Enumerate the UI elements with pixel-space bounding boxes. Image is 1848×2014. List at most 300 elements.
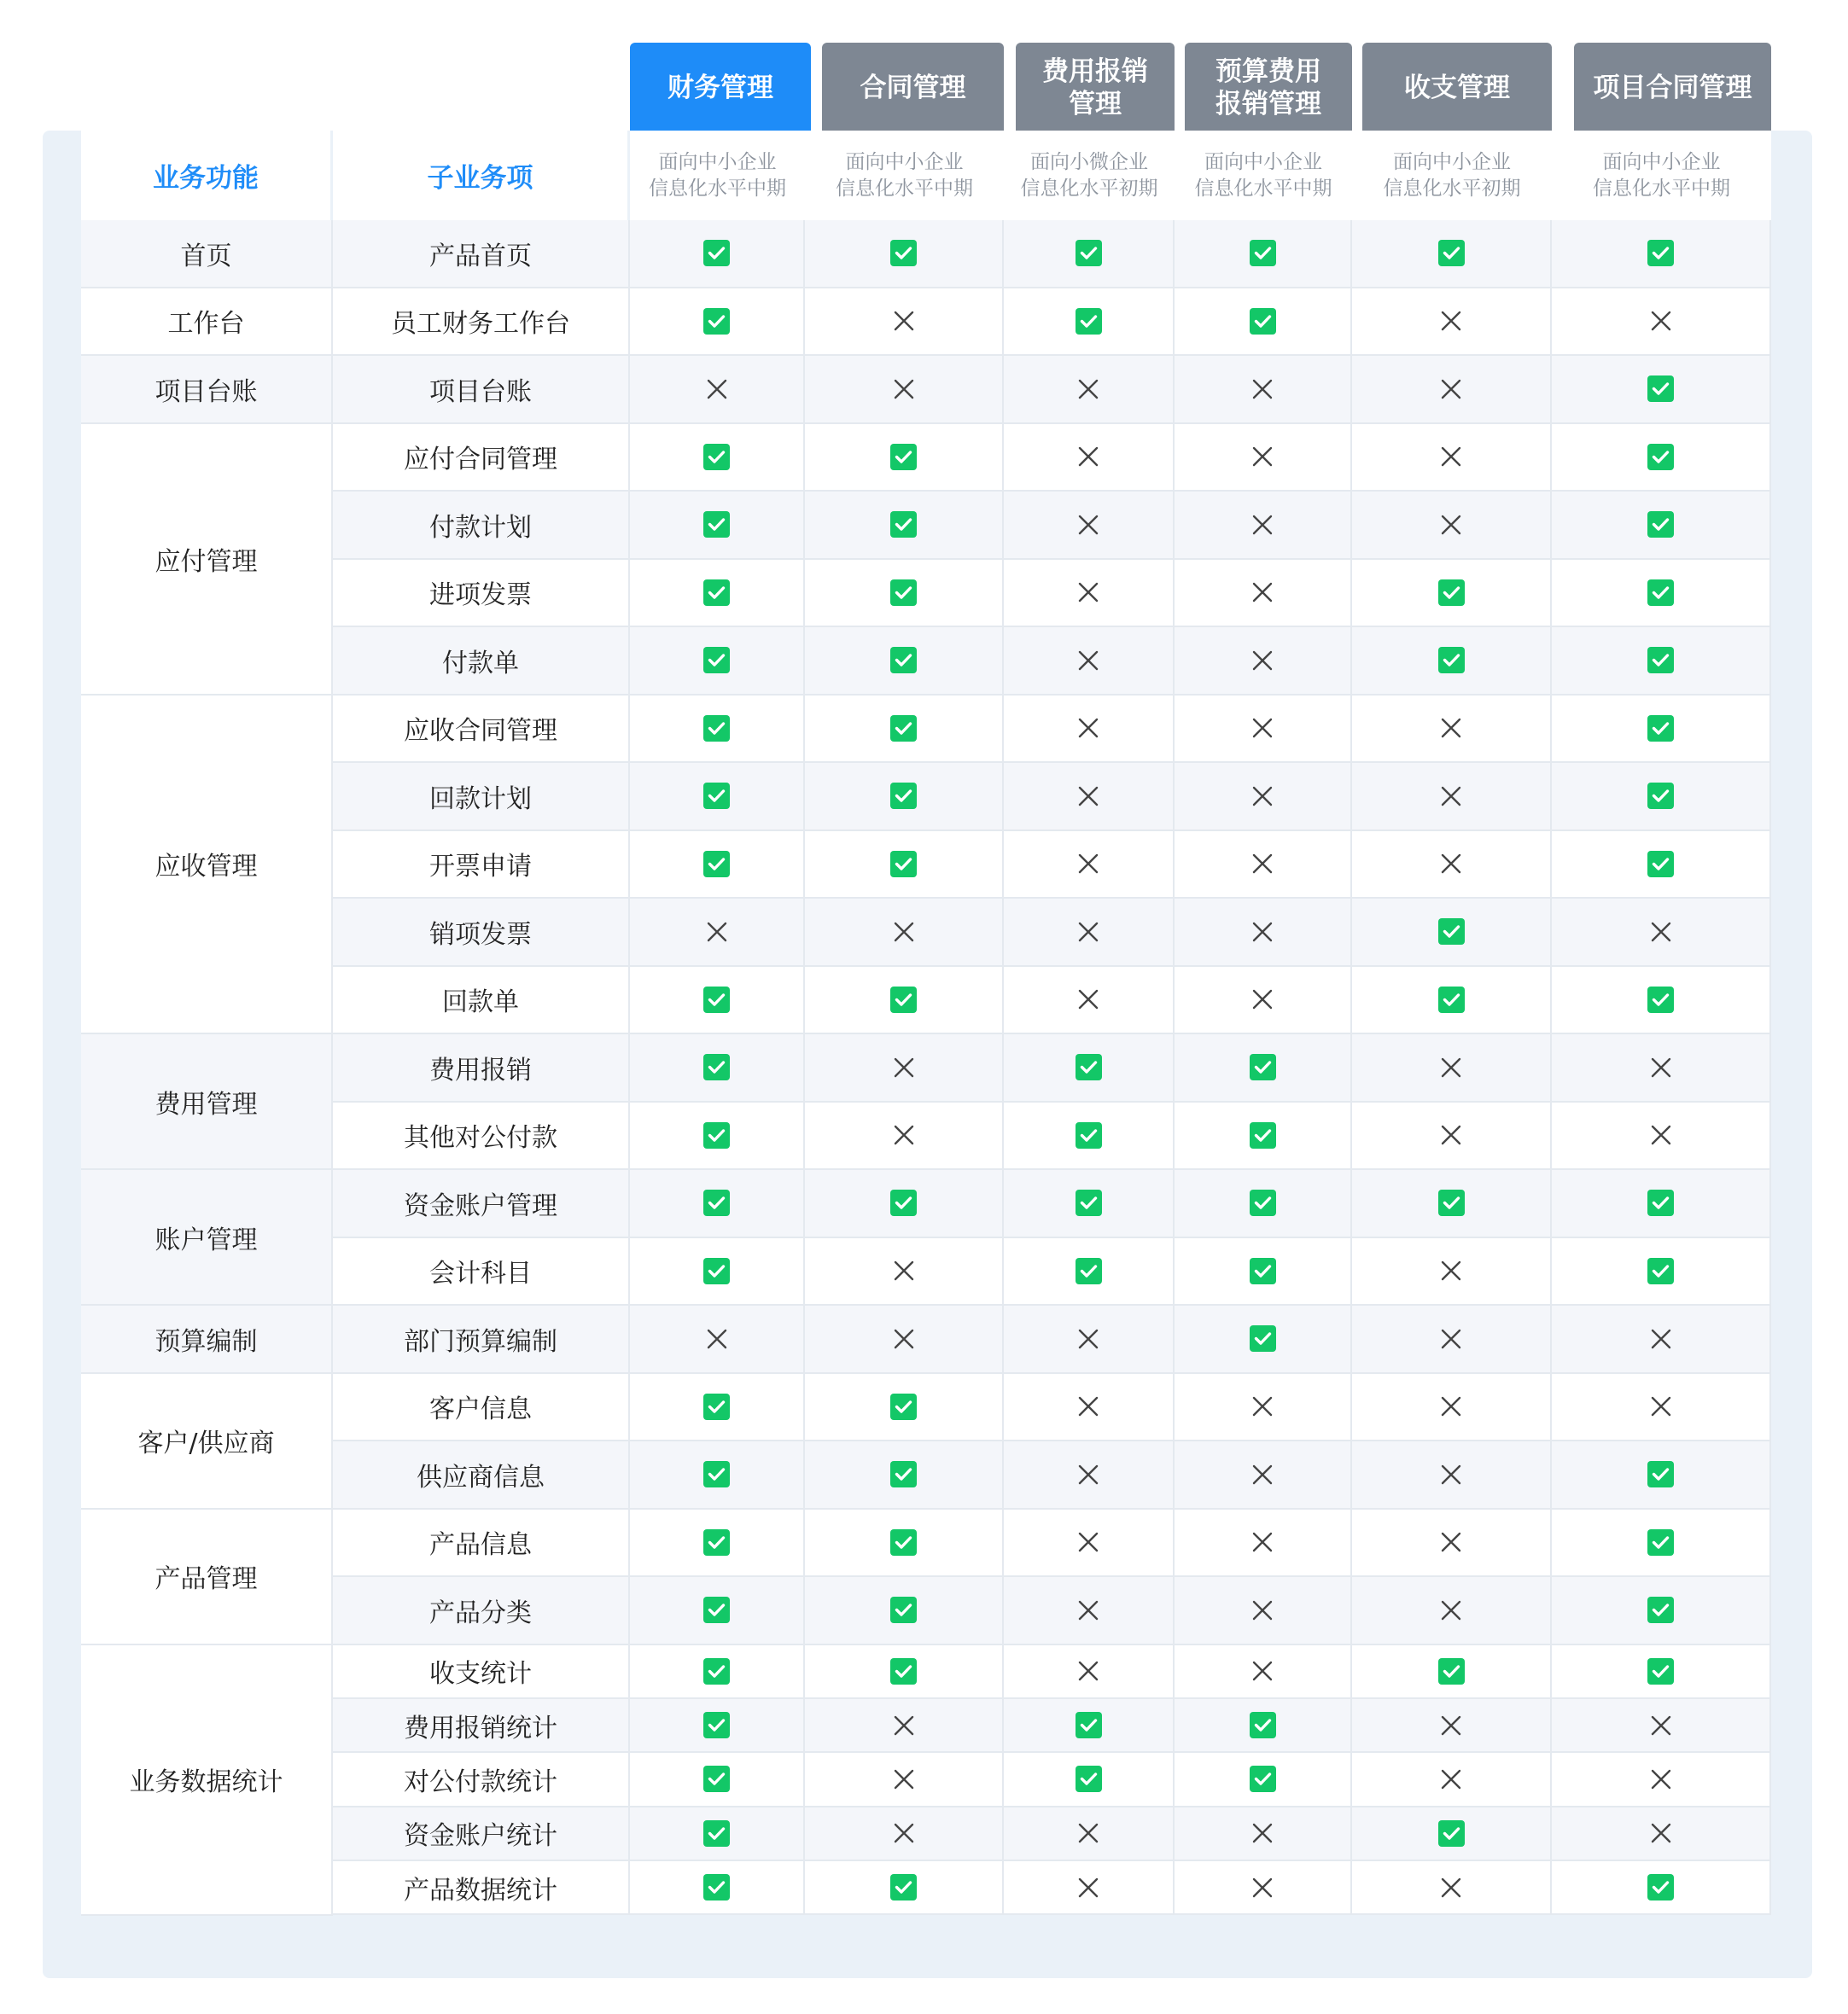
- check-square-icon: [1647, 1597, 1674, 1623]
- cross-icon: [1650, 1124, 1672, 1146]
- sub-item-cell: 供应商信息: [333, 1441, 630, 1510]
- support-cell: [630, 831, 805, 899]
- sub-item-cell: 产品分类: [333, 1577, 630, 1645]
- check-square-icon: [890, 444, 917, 470]
- support-cell: [630, 763, 805, 831]
- cross-icon: [706, 1328, 728, 1350]
- support-cell: [1175, 1306, 1352, 1374]
- check-square-icon: [703, 511, 730, 538]
- cross-icon: [1650, 1714, 1672, 1737]
- check-square-icon: [890, 783, 917, 809]
- support-cell: [1552, 1441, 1771, 1510]
- check-square-icon: [890, 1461, 917, 1487]
- business-function-cell: 费用管理: [81, 1034, 333, 1170]
- check-square-icon: [890, 579, 917, 606]
- support-cell: [1552, 1861, 1771, 1915]
- support-cell: [805, 492, 1004, 560]
- cross-icon: [1440, 785, 1462, 807]
- check-square-icon: [1647, 715, 1674, 742]
- support-cell: [630, 899, 805, 967]
- support-cell: [630, 696, 805, 764]
- support-cell: [1175, 1577, 1352, 1645]
- check-square-icon: [1438, 918, 1465, 945]
- support-cell: [1352, 627, 1552, 696]
- support-cell: [1175, 696, 1352, 764]
- cross-icon: [1650, 921, 1672, 943]
- support-cell: [1352, 1861, 1552, 1915]
- check-square-icon: [1438, 1190, 1465, 1216]
- check-square-icon: [1647, 240, 1674, 266]
- check-square-icon: [1438, 647, 1465, 673]
- support-cell: [805, 899, 1004, 967]
- header-audience-5: 面向中小企业 信息化水平初期: [1352, 131, 1552, 220]
- support-cell: [1004, 1699, 1175, 1753]
- cross-icon: [1251, 1822, 1274, 1844]
- business-function-cell: 工作台: [81, 288, 333, 357]
- cross-icon: [1251, 853, 1274, 875]
- cross-icon: [1650, 1395, 1672, 1417]
- support-cell: [1352, 1170, 1552, 1238]
- check-square-icon: [890, 1658, 917, 1685]
- sub-item-cell: 产品首页: [333, 220, 630, 288]
- support-cell: [1175, 1441, 1352, 1510]
- support-cell: [805, 1645, 1004, 1699]
- support-cell: [1352, 1807, 1552, 1861]
- check-square-icon: [1647, 1658, 1674, 1685]
- sub-item-cell: 会计科目: [333, 1238, 630, 1307]
- support-cell: [1175, 492, 1352, 560]
- cross-icon: [1077, 1395, 1099, 1417]
- support-cell: [1004, 696, 1175, 764]
- check-square-icon: [890, 715, 917, 742]
- sub-item-cell: 产品信息: [333, 1510, 630, 1578]
- cross-icon: [1440, 1124, 1462, 1146]
- support-cell: [1552, 1306, 1771, 1374]
- check-square-icon: [1076, 1258, 1102, 1284]
- support-cell: [1175, 288, 1352, 357]
- check-square-icon: [703, 1874, 730, 1900]
- check-square-icon: [1647, 783, 1674, 809]
- support-cell: [1004, 899, 1175, 967]
- support-cell: [1352, 560, 1552, 628]
- support-cell: [1352, 1699, 1552, 1753]
- support-cell: [1004, 1753, 1175, 1807]
- sub-item-cell: 付款计划: [333, 492, 630, 560]
- support-cell: [630, 356, 805, 424]
- check-square-icon: [1076, 1190, 1102, 1216]
- cross-icon: [1440, 445, 1462, 468]
- sub-item-cell: 费用报销统计: [333, 1699, 630, 1753]
- cross-icon: [1251, 921, 1274, 943]
- check-square-icon: [890, 987, 917, 1013]
- check-square-icon: [703, 579, 730, 606]
- support-cell: [805, 763, 1004, 831]
- business-function-cell: 业务数据统计: [81, 1645, 333, 1916]
- support-cell: [1552, 220, 1771, 288]
- check-square-icon: [703, 1394, 730, 1420]
- support-cell: [1352, 1374, 1552, 1442]
- check-square-icon: [1076, 1712, 1102, 1738]
- cross-icon: [1440, 1599, 1462, 1621]
- check-square-icon: [1647, 1529, 1674, 1556]
- check-square-icon: [1647, 1258, 1674, 1284]
- cross-icon: [1077, 378, 1099, 400]
- cross-icon: [893, 378, 915, 400]
- check-square-icon: [1647, 647, 1674, 673]
- cross-icon: [1077, 1599, 1099, 1621]
- check-square-icon: [703, 1529, 730, 1556]
- check-square-icon: [1647, 987, 1674, 1013]
- sub-item-cell: 项目台账: [333, 356, 630, 424]
- support-cell: [630, 492, 805, 560]
- support-cell: [1552, 1238, 1771, 1307]
- business-function-cell: 预算编制: [81, 1306, 333, 1374]
- support-cell: [1004, 967, 1175, 1035]
- support-cell: [805, 220, 1004, 288]
- support-cell: [1175, 424, 1352, 492]
- support-cell: [805, 1510, 1004, 1578]
- support-cell: [805, 1170, 1004, 1238]
- support-cell: [805, 1577, 1004, 1645]
- check-square-icon: [703, 1054, 730, 1080]
- support-cell: [1004, 1441, 1175, 1510]
- cross-icon: [1251, 988, 1274, 1010]
- check-square-icon: [1438, 987, 1465, 1013]
- header-audience-1: 面向中小企业 信息化水平中期: [630, 131, 805, 220]
- cross-icon: [1077, 649, 1099, 672]
- support-cell: [1004, 1306, 1175, 1374]
- check-square-icon: [1076, 240, 1102, 266]
- sub-item-cell: 部门预算编制: [333, 1306, 630, 1374]
- support-cell: [1004, 763, 1175, 831]
- support-cell: [1352, 967, 1552, 1035]
- check-square-icon: [1250, 240, 1276, 266]
- support-cell: [1552, 967, 1771, 1035]
- sub-item-cell: 应付合同管理: [333, 424, 630, 492]
- check-square-icon: [1076, 1122, 1102, 1149]
- support-cell: [1352, 1306, 1552, 1374]
- support-cell: [1352, 899, 1552, 967]
- support-cell: [1552, 696, 1771, 764]
- support-cell: [630, 627, 805, 696]
- check-square-icon: [703, 1597, 730, 1623]
- support-cell: [1552, 1103, 1771, 1171]
- check-square-icon: [703, 1122, 730, 1149]
- check-square-icon: [1647, 511, 1674, 538]
- support-cell: [1352, 1510, 1552, 1578]
- support-cell: [805, 1374, 1004, 1442]
- support-cell: [1552, 1577, 1771, 1645]
- support-cell: [1352, 1441, 1552, 1510]
- check-square-icon: [703, 1258, 730, 1284]
- support-cell: [1004, 1577, 1175, 1645]
- check-square-icon: [1438, 579, 1465, 606]
- check-square-icon: [1647, 1874, 1674, 1900]
- sub-item-cell: 产品数据统计: [333, 1861, 630, 1915]
- cross-icon: [1077, 988, 1099, 1010]
- header-audience-3: 面向小微企业 信息化水平初期: [1004, 131, 1175, 220]
- cross-icon: [1650, 1056, 1672, 1079]
- check-square-icon: [1250, 1258, 1276, 1284]
- check-square-icon: [890, 1529, 917, 1556]
- tab-plan-5[interactable]: 收支管理: [1362, 43, 1552, 132]
- support-cell: [1352, 1034, 1552, 1103]
- header-audience-4: 面向中小企业 信息化水平中期: [1175, 131, 1352, 220]
- cross-icon: [1650, 310, 1672, 332]
- check-square-icon: [890, 240, 917, 266]
- cross-icon: [1440, 310, 1462, 332]
- tab-plan-2[interactable]: 合同管理: [822, 43, 1004, 132]
- check-square-icon: [1250, 1325, 1276, 1352]
- support-cell: [1175, 831, 1352, 899]
- support-cell: [1004, 1510, 1175, 1578]
- support-cell: [1175, 1103, 1352, 1171]
- tab-plan-4[interactable]: 预算费用 报销管理: [1185, 43, 1352, 132]
- support-cell: [630, 1441, 805, 1510]
- support-cell: [1175, 1170, 1352, 1238]
- sub-item-cell: 收支统计: [333, 1645, 630, 1699]
- support-cell: [805, 1238, 1004, 1307]
- tab-plan-1[interactable]: 财务管理: [630, 43, 811, 132]
- support-cell: [1175, 1699, 1352, 1753]
- check-square-icon: [1438, 240, 1465, 266]
- support-cell: [1004, 220, 1175, 288]
- support-cell: [1552, 899, 1771, 967]
- support-cell: [1552, 1645, 1771, 1699]
- sub-item-cell: 其他对公付款: [333, 1103, 630, 1171]
- check-square-icon: [703, 715, 730, 742]
- support-cell: [1175, 899, 1352, 967]
- support-cell: [1004, 1103, 1175, 1171]
- support-cell: [1175, 1861, 1352, 1915]
- cross-icon: [1440, 1877, 1462, 1899]
- cross-icon: [1251, 1395, 1274, 1417]
- cross-icon: [706, 921, 728, 943]
- cross-icon: [1650, 1768, 1672, 1790]
- support-cell: [1552, 1753, 1771, 1807]
- sub-item-cell: 费用报销: [333, 1034, 630, 1103]
- cross-icon: [1077, 1531, 1099, 1553]
- support-cell: [630, 1510, 805, 1578]
- support-cell: [630, 1861, 805, 1915]
- tab-plan-6[interactable]: 项目合同管理: [1574, 43, 1771, 132]
- support-cell: [805, 424, 1004, 492]
- support-cell: [630, 560, 805, 628]
- check-square-icon: [890, 1874, 917, 1900]
- support-cell: [805, 1441, 1004, 1510]
- check-square-icon: [1250, 1122, 1276, 1149]
- cross-icon: [1077, 1464, 1099, 1486]
- support-cell: [1352, 1103, 1552, 1171]
- cross-icon: [893, 1056, 915, 1079]
- sub-item-cell: 开票申请: [333, 831, 630, 899]
- business-function-cell: 首页: [81, 220, 333, 288]
- check-square-icon: [703, 1712, 730, 1738]
- cross-icon: [1251, 785, 1274, 807]
- cross-icon: [1077, 514, 1099, 536]
- cross-icon: [1440, 1056, 1462, 1079]
- check-square-icon: [890, 1597, 917, 1623]
- cross-icon: [1251, 1464, 1274, 1486]
- check-square-icon: [703, 240, 730, 266]
- support-cell: [630, 1238, 805, 1307]
- business-function-cell: 应付管理: [81, 424, 333, 696]
- support-cell: [1004, 1807, 1175, 1861]
- support-cell: [805, 696, 1004, 764]
- cross-icon: [1440, 717, 1462, 739]
- support-cell: [1352, 492, 1552, 560]
- check-square-icon: [1250, 1766, 1276, 1792]
- support-cell: [1004, 492, 1175, 560]
- cross-icon: [1077, 1877, 1099, 1899]
- support-cell: [1552, 1807, 1771, 1861]
- support-cell: [1004, 560, 1175, 628]
- support-cell: [630, 1170, 805, 1238]
- support-cell: [1004, 1374, 1175, 1442]
- sub-item-cell: 资金账户管理: [333, 1170, 630, 1238]
- support-cell: [805, 1807, 1004, 1861]
- sub-item-cell: 员工财务工作台: [333, 288, 630, 357]
- cross-icon: [1440, 1768, 1462, 1790]
- support-cell: [630, 1577, 805, 1645]
- support-cell: [1352, 424, 1552, 492]
- check-square-icon: [890, 1190, 917, 1216]
- cross-icon: [1077, 581, 1099, 603]
- support-cell: [805, 288, 1004, 357]
- check-square-icon: [1250, 308, 1276, 335]
- support-cell: [1004, 424, 1175, 492]
- support-cell: [1352, 1645, 1552, 1699]
- support-cell: [1552, 288, 1771, 357]
- support-cell: [1552, 1374, 1771, 1442]
- tab-plan-3[interactable]: 费用报销 管理: [1016, 43, 1175, 132]
- cross-icon: [1440, 1260, 1462, 1282]
- support-cell: [1552, 492, 1771, 560]
- support-cell: [1552, 1170, 1771, 1238]
- support-cell: [1004, 1170, 1175, 1238]
- business-function-cell: 应收管理: [81, 696, 333, 1035]
- support-cell: [1552, 1034, 1771, 1103]
- cross-icon: [1440, 1464, 1462, 1486]
- cross-icon: [893, 921, 915, 943]
- cross-icon: [1440, 514, 1462, 536]
- support-cell: [630, 1645, 805, 1699]
- support-cell: [630, 1034, 805, 1103]
- cross-icon: [1440, 1328, 1462, 1350]
- support-cell: [1004, 1238, 1175, 1307]
- cross-icon: [1440, 1531, 1462, 1553]
- cross-icon: [1251, 1599, 1274, 1621]
- support-cell: [1175, 627, 1352, 696]
- check-square-icon: [1647, 1190, 1674, 1216]
- support-cell: [1004, 288, 1175, 357]
- sub-item-cell: 回款单: [333, 967, 630, 1035]
- support-cell: [1352, 1577, 1552, 1645]
- sub-item-cell: 回款计划: [333, 763, 630, 831]
- support-cell: [805, 1103, 1004, 1171]
- support-cell: [805, 627, 1004, 696]
- header-audience-2: 面向中小企业 信息化水平中期: [805, 131, 1004, 220]
- cross-icon: [1251, 717, 1274, 739]
- check-square-icon: [703, 1461, 730, 1487]
- support-cell: [1352, 220, 1552, 288]
- cross-icon: [1251, 378, 1274, 400]
- support-cell: [1552, 424, 1771, 492]
- support-cell: [630, 1374, 805, 1442]
- support-cell: [805, 560, 1004, 628]
- check-square-icon: [703, 851, 730, 877]
- cross-icon: [1440, 1395, 1462, 1417]
- support-cell: [630, 967, 805, 1035]
- check-square-icon: [1438, 1820, 1465, 1847]
- check-square-icon: [890, 511, 917, 538]
- support-cell: [1175, 1753, 1352, 1807]
- header-audience-6: 面向中小企业 信息化水平中期: [1552, 131, 1771, 220]
- support-cell: [1352, 1238, 1552, 1307]
- support-cell: [1004, 356, 1175, 424]
- check-square-icon: [1076, 1054, 1102, 1080]
- cross-icon: [893, 1714, 915, 1737]
- cross-icon: [1077, 921, 1099, 943]
- cross-icon: [1251, 514, 1274, 536]
- cross-icon: [1077, 853, 1099, 875]
- support-cell: [1352, 288, 1552, 357]
- cross-icon: [893, 310, 915, 332]
- support-cell: [805, 831, 1004, 899]
- support-cell: [630, 288, 805, 357]
- check-square-icon: [703, 444, 730, 470]
- support-cell: [630, 1699, 805, 1753]
- support-cell: [1175, 1034, 1352, 1103]
- check-square-icon: [703, 1766, 730, 1792]
- support-cell: [805, 1699, 1004, 1753]
- cross-icon: [893, 1260, 915, 1282]
- cross-icon: [1440, 853, 1462, 875]
- support-cell: [805, 1753, 1004, 1807]
- header-business-function: 业务功能: [81, 131, 330, 220]
- support-cell: [1175, 1510, 1352, 1578]
- support-cell: [1004, 1861, 1175, 1915]
- cross-icon: [1077, 445, 1099, 468]
- support-cell: [1552, 1699, 1771, 1753]
- sub-item-cell: 销项发票: [333, 899, 630, 967]
- support-cell: [1175, 1807, 1352, 1861]
- cross-icon: [893, 1328, 915, 1350]
- cross-icon: [1077, 1660, 1099, 1682]
- support-cell: [1552, 1510, 1771, 1578]
- cross-icon: [1251, 445, 1274, 468]
- cross-icon: [706, 378, 728, 400]
- business-function-cell: 项目台账: [81, 356, 333, 424]
- check-square-icon: [703, 987, 730, 1013]
- support-cell: [630, 220, 805, 288]
- cross-icon: [893, 1822, 915, 1844]
- check-square-icon: [1250, 1190, 1276, 1216]
- support-cell: [630, 1753, 805, 1807]
- support-cell: [1004, 1645, 1175, 1699]
- cross-icon: [1251, 1660, 1274, 1682]
- header-sub-item: 子业务项: [333, 131, 627, 220]
- check-square-icon: [1438, 1658, 1465, 1685]
- support-cell: [1175, 220, 1352, 288]
- cross-icon: [1077, 1328, 1099, 1350]
- check-square-icon: [1076, 1766, 1102, 1792]
- check-square-icon: [1647, 579, 1674, 606]
- check-square-icon: [890, 851, 917, 877]
- check-square-icon: [1647, 851, 1674, 877]
- support-cell: [1352, 356, 1552, 424]
- support-cell: [1175, 763, 1352, 831]
